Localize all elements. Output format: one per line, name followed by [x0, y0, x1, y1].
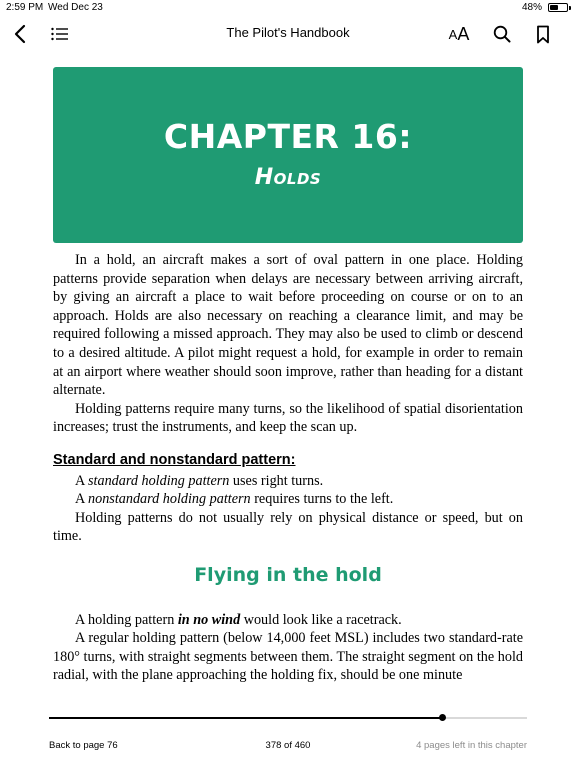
chapter-title: CHAPTER 16:	[163, 117, 413, 156]
progress-fill	[49, 717, 442, 719]
page-content	[53, 251, 523, 685]
bookmark-icon	[536, 25, 550, 44]
status-time: 2:59 PM	[6, 2, 44, 13]
page-progress-slider[interactable]	[49, 717, 527, 719]
text-run: uses right turns.	[229, 472, 324, 489]
book-title: The Pilot's Handbook	[226, 25, 350, 40]
paragraph	[53, 611, 523, 630]
bookmark-button[interactable]	[531, 22, 555, 46]
font-size-button[interactable]	[446, 22, 472, 46]
reader-footer	[0, 738, 576, 754]
section-heading: Standard and nonstandard pattern:	[53, 451, 296, 468]
search-icon	[493, 25, 511, 43]
back-to-page-link[interactable]: Back to page 76	[49, 740, 118, 751]
paragraph	[53, 472, 523, 491]
paragraph	[53, 490, 523, 509]
battery-icon	[548, 3, 568, 12]
search-button[interactable]	[490, 22, 514, 46]
status-bar	[0, 0, 576, 16]
pages-left-label: 4 pages left in this chapter	[416, 740, 527, 751]
reader-toolbar	[0, 16, 576, 52]
section-heading: Flying in the hold	[194, 563, 382, 586]
text-run: A	[75, 472, 89, 489]
text-run: A holding pattern	[75, 611, 178, 628]
chapter-subtitle: Holds	[254, 165, 322, 190]
font-large-glyph: A	[457, 24, 470, 44]
status-date: Wed Dec 23	[48, 2, 103, 13]
paragraph: A regular holding pattern (below 14,000 feet MSL) includes two standard-rate 180° turns, with straight segments between them. The straight segment on the hold radial, with the plane approaching the holding fix, should be one minute	[53, 630, 523, 684]
font-small-glyph: A	[448, 26, 458, 42]
page-indicator: 378 of 460	[265, 740, 311, 751]
term-emphasis: in no wind	[177, 611, 241, 628]
progress-handle[interactable]	[439, 714, 446, 721]
term-emphasis: standard holding pattern	[88, 472, 230, 489]
chapter-banner	[53, 67, 523, 243]
text-run: A	[75, 491, 89, 508]
term-emphasis: nonstandard holding pattern	[88, 491, 251, 508]
battery-percentage: 48%	[521, 2, 542, 13]
paragraph: Holding patterns do not usually rely on physical distance or speed, but on time.	[53, 509, 523, 545]
paragraph: In a hold, an aircraft makes a sort of oval pattern in one place. Holding patterns provide separation when delays are necessary between arriving aircraft, by giving an aircraft a place to wait before proceeding on course or on to an approach. Holds are also necessary on reaching a clearance limit, and may be required following a missed approach. They may also be used to climb or descend to a desired altitude. A pilot might request a hold, for example in order to remain at an airport where weather should soon improve, rather than heading for a distant alternate.	[53, 252, 523, 399]
paragraph: Holding patterns require many turns, so the likelihood of spatial disorientation increases; trust the instruments, and keep the scan up.	[53, 400, 523, 436]
text-run: requires turns to the left.	[250, 491, 394, 508]
battery-level	[550, 5, 558, 10]
text-run: would look like a racetrack.	[240, 611, 402, 628]
